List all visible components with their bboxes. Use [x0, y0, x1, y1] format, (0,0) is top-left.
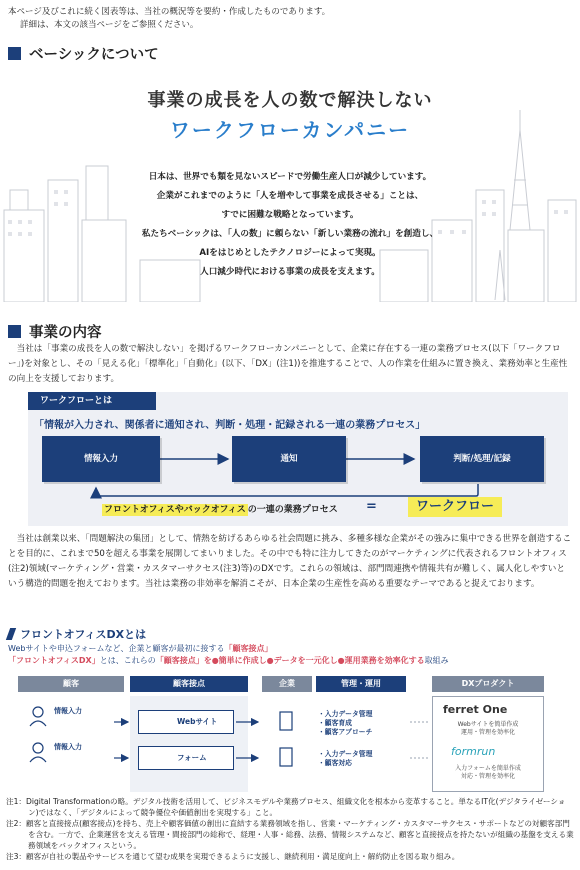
- dx-keyword: 「顧客接点」: [224, 644, 273, 653]
- hero-banner: [0, 70, 580, 302]
- workflow-definition: 「情報が入力され、関係者に通知され、判断・処理・記録される一連の業務プロセス」: [34, 420, 426, 431]
- ops-item: ・入力データ管理: [318, 750, 373, 758]
- footnote-3: 注3：顧客が自社の製品やサービスを通じて望む成果を実現できるように支援し、継続利用・満足度向上・解約防止を図る取り組み。: [6, 852, 460, 861]
- dx-text: とは、これらの: [99, 656, 156, 665]
- ops-list-website: [318, 710, 372, 737]
- hero-line: 私たちベーシックは、「人の数」に頼らない「新しい業務の流れ」を創造し、: [141, 229, 439, 239]
- hero-line: 日本は、世界でも類を見ないスピードで労働生産人口が減少しています。: [148, 172, 432, 182]
- header-touchpoint: 顧客接点: [130, 676, 248, 692]
- business-paragraph-1: 当社は「事業の成長を人の数で解決しない」を掲げるワークフローカンパニーとして、企業に存在する一連の業務プロセス(以下「ワークフロー」)を対象とし、その「見える化」「標準化」「自動化」(以下、「DX」(注1))を推進することで、人の作業を仕組みに置き換え、業務効率と生産性の向上を支援しております。: [8, 344, 568, 384]
- header-ops: 管理・運用: [316, 676, 406, 692]
- hero-line: 人口減少時代における事業の成長を支えます。: [200, 267, 380, 277]
- header-products: DXプロダクト: [432, 676, 544, 692]
- flow-step-judge: 判断/処理/記録: [420, 436, 544, 482]
- section-heading-business: [8, 321, 102, 342]
- hero-line: すでに困難な戦略となっています。: [221, 210, 359, 220]
- intro-line-1: 本ページ及びこれに続く図表等は、当社の概況等を要約・作成したものであります。: [8, 7, 331, 17]
- product-desc-line: 対応・管理を効率化: [460, 773, 515, 780]
- hero-subheadline: ワークフローカンパニー: [169, 118, 411, 142]
- product-desc-line: 運用・管理を効率化: [460, 729, 515, 736]
- product-ferretone-logo: ferret One: [443, 703, 508, 716]
- equals-sign: =: [366, 499, 377, 514]
- section-heading-basic: [8, 43, 159, 64]
- product-formrun-logo: formrun: [451, 745, 496, 758]
- customer-input-label: 情報入力: [54, 743, 82, 751]
- workflow-caption: [102, 502, 338, 515]
- ops-item: ・顧客育成: [318, 719, 352, 727]
- product-desc-line: Webサイトを簡単作成: [457, 721, 519, 728]
- heading-square-icon: [8, 47, 21, 60]
- touchpoint-website: Webサイト: [138, 710, 234, 734]
- ops-item: ・顧客対応: [318, 759, 352, 767]
- footnote-1: 注1：Digital Transformationの略。デジタル技術を活用して、ビジネスモデルや業務プロセス、組織文化を根本から変革すること。単なるIT化(デジタライゼーション)ではなく、「デジタルによって競争優位や価値創出を実現する」こと。: [6, 797, 566, 817]
- heading-slash-icon: [6, 628, 16, 640]
- section-title-business: 事業の内容: [29, 325, 102, 341]
- workflow-diagram: [28, 392, 568, 526]
- hero-headline: 事業の成長を人の数で解決しない: [147, 90, 433, 111]
- dx-diagram: [18, 676, 558, 792]
- header-customer: 顧客: [18, 676, 124, 692]
- product-formrun-desc: [433, 765, 543, 781]
- ops-item: ・入力データ管理: [318, 710, 373, 718]
- footnotes: [6, 796, 574, 862]
- dx-keyword: 「フロントオフィスDX」: [8, 656, 100, 665]
- caption-rest: の一連の業務プロセス: [247, 505, 338, 515]
- ops-list-form: [318, 750, 372, 768]
- hero-line: AIをはじめとしたテクノロジーによって実現。: [199, 248, 381, 258]
- dx-keyword: 「顧客接点」: [155, 656, 204, 665]
- dx-title: フロントオフィスDXとは: [20, 628, 147, 641]
- hero-message: [0, 168, 580, 282]
- product-panel: [432, 696, 544, 792]
- dx-keyword: を●簡単に作成し●データを一元化し●運用業務を効率化する: [203, 656, 425, 665]
- ops-item: ・顧客アプローチ: [318, 728, 373, 736]
- dx-text: 取組み: [424, 656, 449, 665]
- flow-step-input: 情報入力: [42, 436, 160, 482]
- hero-line: 企業がこれまでのように「人を増やして事業を成長させる」ことは、: [156, 191, 424, 201]
- workflow-tag: ワークフローとは: [28, 392, 156, 410]
- product-desc-line: 入力フォームを簡単作成: [455, 765, 521, 772]
- header-company: 企業: [262, 676, 312, 692]
- dx-description-1: [8, 643, 272, 654]
- heading-square-icon: [8, 325, 21, 338]
- footnote-2: 注2：顧客と直接接点(顧客接点)を持ち、売上や顧客価値の創出に直結する業務領域を指し、営業・マーケティング・カスタマーサクセス・サポートなどの対顧客部門を含む。一方で、企業運営を支える管理・間接部門の総称で、経理・人事・総務、法務、情報システムなど、顧客と直接接点を持たないが組織の基盤を支える業務領域をバックオフィスという。: [6, 819, 574, 850]
- customer-input-label: 情報入力: [54, 707, 82, 715]
- caption-highlight: フロントオフィスやバックオフィス: [104, 505, 246, 515]
- product-ferretone-desc: [433, 721, 543, 737]
- flow-step-notify: 通知: [232, 436, 346, 482]
- dx-text: Webサイトや申込フォームなど、企業と顧客が最初に接する: [8, 644, 225, 653]
- dx-heading: [8, 626, 146, 642]
- workflow-name: ワークフロー: [408, 497, 502, 517]
- business-paragraph-2: 当社は創業以来、「問題解決の集団」として、情熱を紡げるあらゆる社会問題に挑み、多種多様な企業がその強みに集中できる世界を創造することを目的に、これまで50を超える事業を展開してまいりました。その中でも特に注力してきたのがマーケティングに代表されるフロントオフィス(注2)領域(マーケティング・営業・カスタマーサクセス(注3)等)のDXです。これらの領域は、部門間連携や情報共有が難しく、属人化しやすいという構造的問題を抱えております。当社は業務の非効率を解消こそが、日本企業の生産性を高める重要なテーマであると捉えております。: [8, 534, 572, 589]
- intro-line-2: 詳細は、本文の該当ページをご参照ください。: [20, 20, 199, 30]
- intro-note: [8, 6, 568, 32]
- section-title-basic: ベーシックについて: [29, 47, 159, 63]
- dx-description-2: [8, 655, 449, 666]
- touchpoint-form: フォーム: [138, 746, 234, 770]
